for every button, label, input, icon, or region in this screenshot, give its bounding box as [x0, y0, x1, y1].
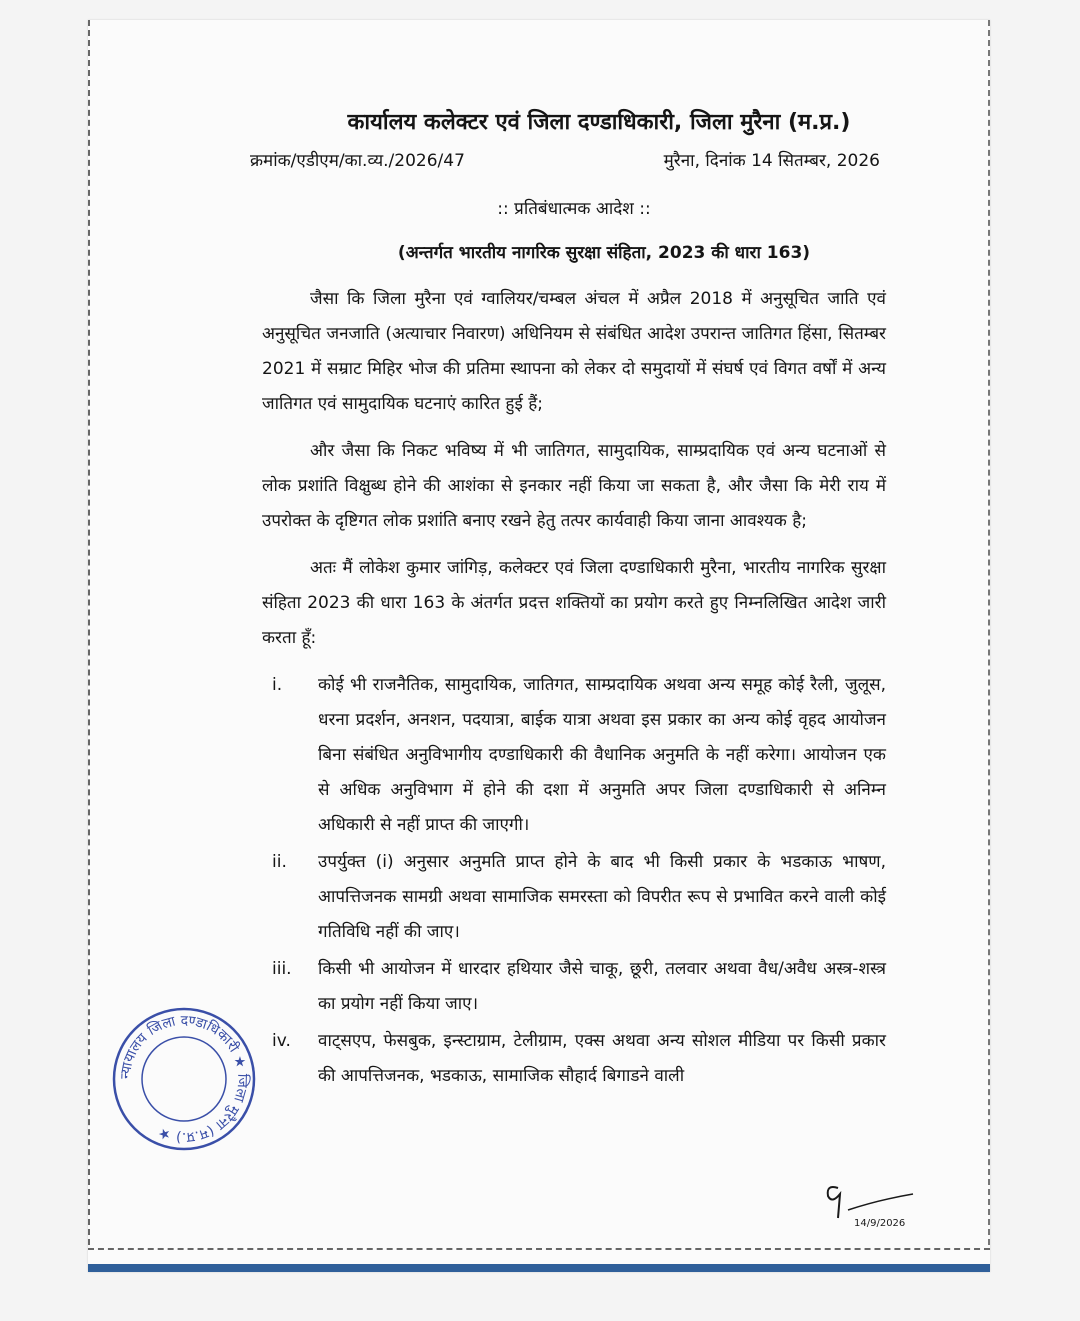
item-text: उपर्युक्त (i) अनुसार अनुमति प्राप्त होने के बाद भी किसी प्रकार के भडकाऊ भाषण, आपत्तिजनक सामग्री अथवा सामाजिक समरस्ता को विपरीत रूप से प्रभावित करने वाली कोई गतिविधि नहीं की जाए। — [318, 852, 886, 942]
item-number: iii. — [272, 959, 292, 979]
document-sheet — [88, 20, 990, 1272]
item-text: किसी भी आयोजन में धारदार हथियार जैसे चाकू, छूरी, तलवार अथवा वैध/अवैध अस्त्र-शस्त्र का प्रयोग नहीं किया जाए। — [318, 959, 886, 1014]
order-item — [262, 668, 886, 843]
act-reference: (अन्तर्गत भारतीय नागरिक सुरक्षा संहिता, 2023 की धारा 163) — [397, 243, 811, 263]
page-bottom-bar — [88, 1264, 990, 1272]
place-date: मुरैना, दिनांक 14 सितम्बर, 2026 — [663, 151, 880, 171]
order-item — [262, 845, 886, 950]
seal-text — [118, 1013, 251, 1145]
office-title: कार्यालय कलेक्टर एवं जिला दण्डाधिकारी, जिला मुरैना (म.प्र.) — [347, 110, 851, 135]
seal-inner-ring — [142, 1037, 226, 1121]
item-number: ii. — [272, 852, 287, 872]
official-seal-stamp — [110, 1005, 258, 1153]
item-text: कोई भी राजनैतिक, सामुदायिक, जातिगत, साम्प्रदायिक अथवा अन्य समूह कोई रैली, जुलूस, धरना प्रदर्शन, अनशन, पदयात्रा, बाईक यात्रा अथवा इस प्रकार का अन्य कोई वृहद आयोजन बिना संबंधित अनुविभागीय दण्डाधिकारी की वैधानिक अनुमति के नहीं करेगा। आयोजन एक से अधिक अनुविभाग में होने की दशा में अनुमति अपर जिला दण्डाधिकारी से अनिम्न अधिकारी से नहीं प्राप्त की जाएगी। — [318, 675, 886, 835]
page-border-bottom — [88, 1248, 990, 1250]
reference-number: क्रमांक/एडीएम/का.व्य./2026/47 — [250, 151, 465, 171]
paragraph-1: जैसा कि जिला मुरैना एवं ग्वालियर/चम्बल अंचल में अप्रैल 2018 में अनुसूचित जाति एवं अनुसूचित जनजाति (अत्याचार निवारण) अधिनियम से संबंधित आदेश उपरान्त जातिगत हिंसा, सितम्बर 2021 में सम्राट मिहिर भोज की प्रतिमा स्थापना को लेकर दो समुदायों में संघर्ष एवं विगत वर्षों में अन्य जातिगत एवं सामुदायिक घटनाएं कारित हुई हैं; — [262, 289, 886, 414]
seal-text-path: न्यायालय जिला दण्डाधिकारी ★ जिला मुरैना (म.प्र.) ★ — [117, 1012, 251, 1146]
signature-mark — [818, 1170, 928, 1230]
signature-date: 14/9/2026 — [854, 1218, 906, 1229]
order-item — [262, 1024, 886, 1094]
paragraph-3: अतः मैं लोकेश कुमार जांगिड़, कलेक्टर एवं जिला दण्डाधिकारी मुरैना, भारतीय नागरिक सुरक्षा संहिता 2023 की धारा 163 के अंतर्गत प्रदत्त शक्तियों का प्रयोग करते हुए निम्नलिखित आदेश जारी करता हूँ: — [262, 558, 886, 648]
order-item — [262, 952, 886, 1022]
signature-stroke — [828, 1187, 840, 1218]
item-text: वाट्सएप, फेसबुक, इन्स्टाग्राम, टेलीग्राम, एक्स अथवा अन्य सोशल मीडिया पर किसी प्रकार की आपत्तिजनक, भडकाऊ, सामाजिक सौहार्द बिगाडने वाली — [318, 1031, 886, 1086]
paragraph-2: और जैसा कि निकट भविष्य में भी जातिगत, सामुदायिक, साम्प्रदायिक एवं अन्य घटनाओं से लोक प्रशांति विक्षुब्ध होने की आशंका से इनकार नहीं किया जा सकता है, और जैसा कि मेरी राय में उपरोक्त के दृष्टिगत लोक प्रशांति बनाए रखने हेतु तत्पर कार्यवाही किया जाना आवश्यक है; — [262, 441, 886, 531]
signature-underline — [848, 1194, 913, 1210]
reference-line — [250, 148, 880, 171]
order-heading: :: प्रतिबंधात्मक आदेश :: — [497, 199, 651, 219]
seal-outer-ring — [114, 1009, 254, 1149]
item-number: i. — [272, 675, 283, 695]
item-number: iv. — [272, 1031, 291, 1051]
order-body — [262, 282, 886, 1096]
